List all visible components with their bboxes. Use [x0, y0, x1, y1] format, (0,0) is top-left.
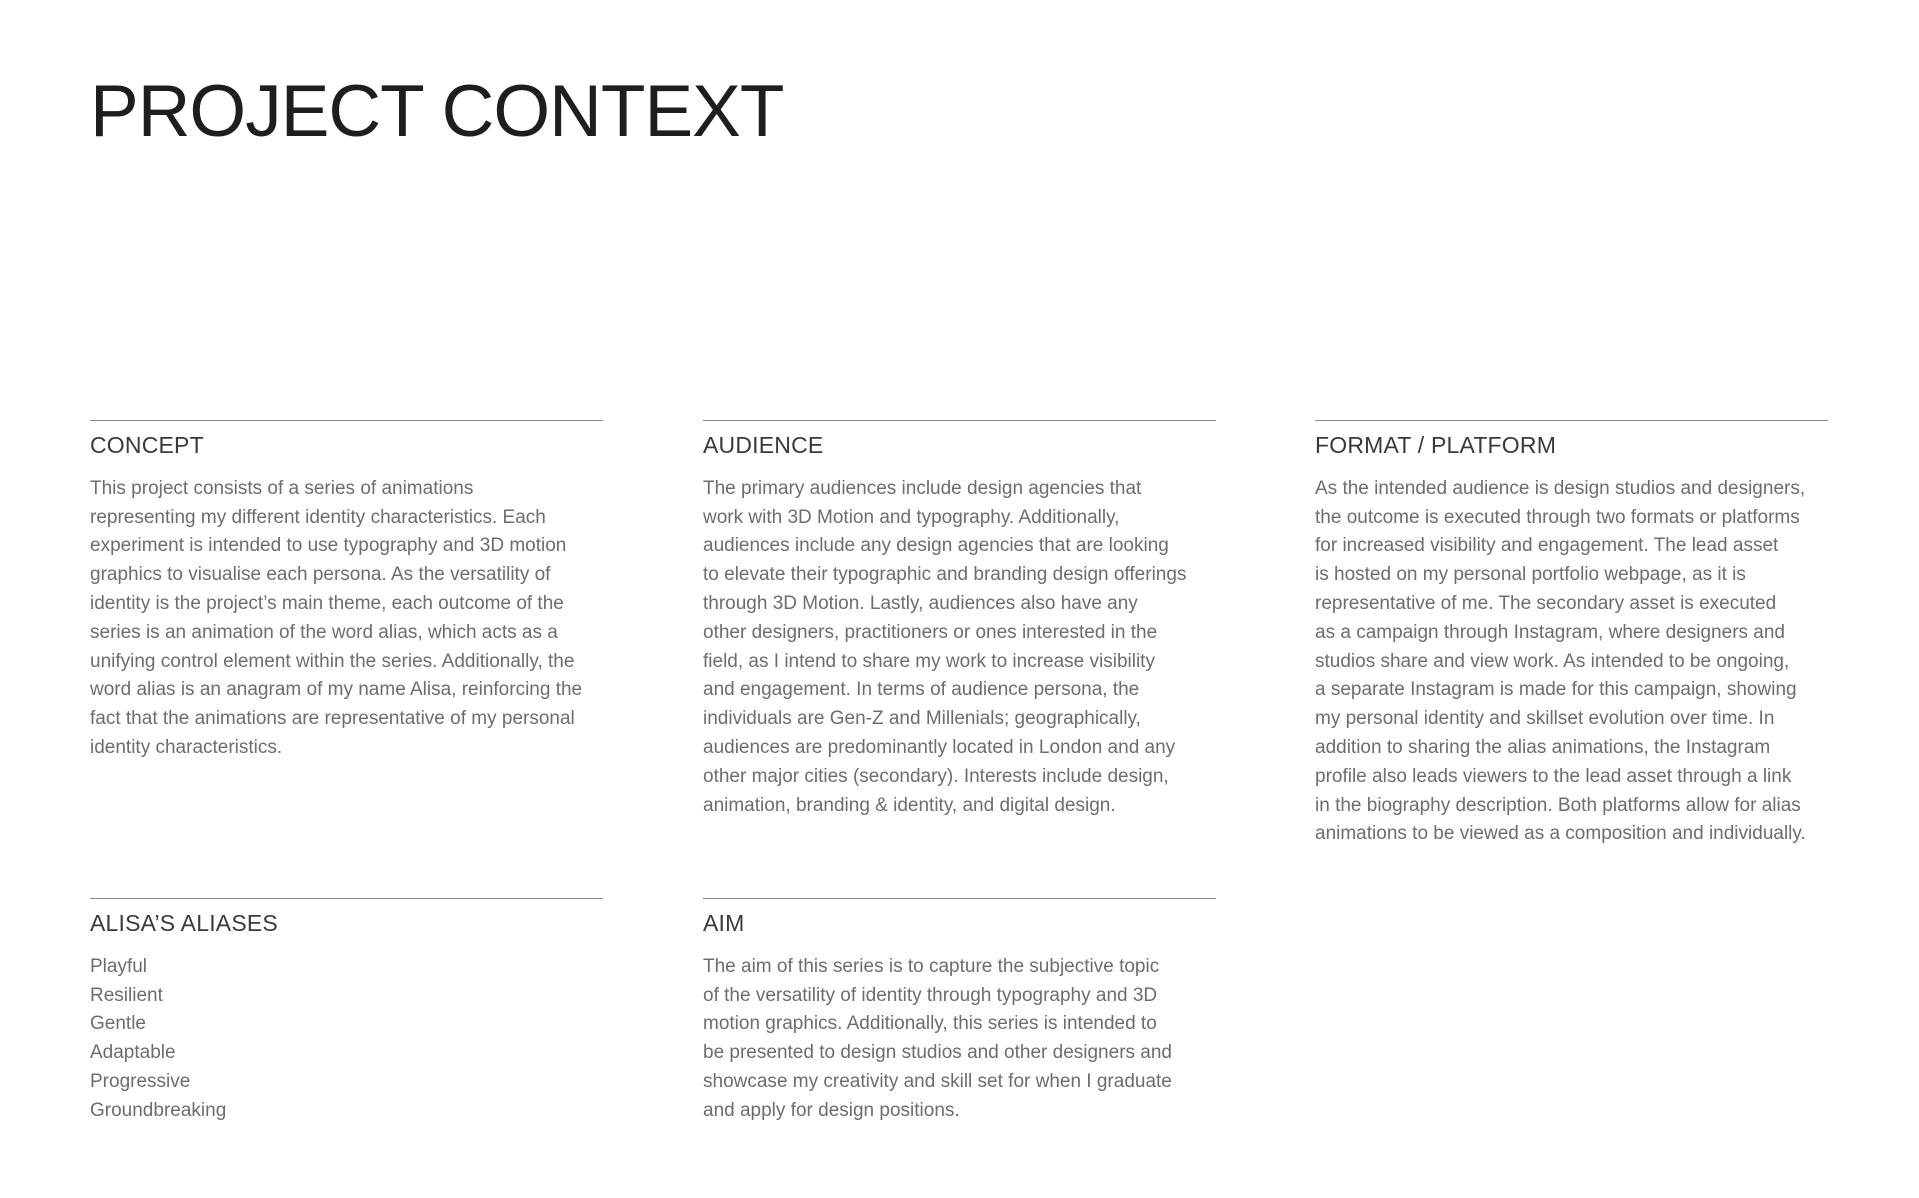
alias-item: Gentle [90, 1013, 146, 1035]
page-title: PROJECT CONTEXT [90, 71, 784, 152]
concept-section [90, 420, 603, 763]
concept-body: This project consists of a series of animations representing my different identity characteristics. Each experiment is intended to use typography and 3D motion graphics to visualise each persona. As the versatility of identity is the project’s main theme, each outcome of the series is an animation of the word alias, which acts as a unifying control element within the series. Additionally, the word alias is an anagram of my name Alisa, reinforcing the fact that the animations are representative of my personal identity characteristics. [90, 477, 583, 759]
aliases-list [90, 953, 603, 1126]
aliases-heading: ALISA’S ALIASES [90, 910, 278, 936]
alias-item: Progressive [90, 1071, 191, 1093]
concept-heading: CONCEPT [90, 432, 204, 458]
format-platform-heading: FORMAT / PLATFORM [1315, 432, 1557, 458]
audience-heading: AUDIENCE [703, 432, 824, 458]
alias-item: Resilient [90, 984, 163, 1006]
aim-heading: AIM [703, 910, 745, 936]
aliases-section [90, 898, 603, 1126]
alias-item: Playful [90, 955, 148, 977]
audience-section [703, 420, 1216, 820]
alias-item: Adaptable [90, 1042, 176, 1064]
audience-body: The primary audiences include design agencies that work with 3D Motion and typography. Additionally, audiences include any design agencies that are looking to elevate their typographic and branding design offerings through 3D Motion. Lastly, audiences also have any other designers, practitioners or ones interested in the field, as I intend to share my work to increase visibility and engagement. In terms of audience persona, the individuals are Gen-Z and Millenials; geographically, audiences are predominantly located in London and any other major cities (secondary). Interests include design, animation, branding & identity, and digital design. [703, 477, 1187, 816]
format-platform-section [1315, 420, 1828, 849]
aim-body: The aim of this series is to capture the subjective topic of the versatility of identity through typography and 3D motion graphics. Additionally, this series is intended to be presented to design studios and other designers and showcase my creativity and skill set for when I graduate and apply for design positions. [703, 955, 1172, 1121]
aim-section [703, 898, 1216, 1126]
format-platform-body: As the intended audience is design studios and designers, the outcome is executed through two formats or platforms for increased visibility and engagement. The lead asset is hosted on my personal portfolio webpage, as it is representative of me. The secondary asset is executed as a campaign through Instagram, where designers and studios share and view work. As intended to be ongoing, a separate Instagram is made for this campaign, showing my personal identity and skillset evolution over time. In addition to sharing the alias animations, the Instagram profile also leads viewers to the lead asset through a link in the biography description. Both platforms allow for alias animations to be viewed as a composition and individually. [1315, 477, 1806, 845]
alias-item: Groundbreaking [90, 1099, 227, 1121]
